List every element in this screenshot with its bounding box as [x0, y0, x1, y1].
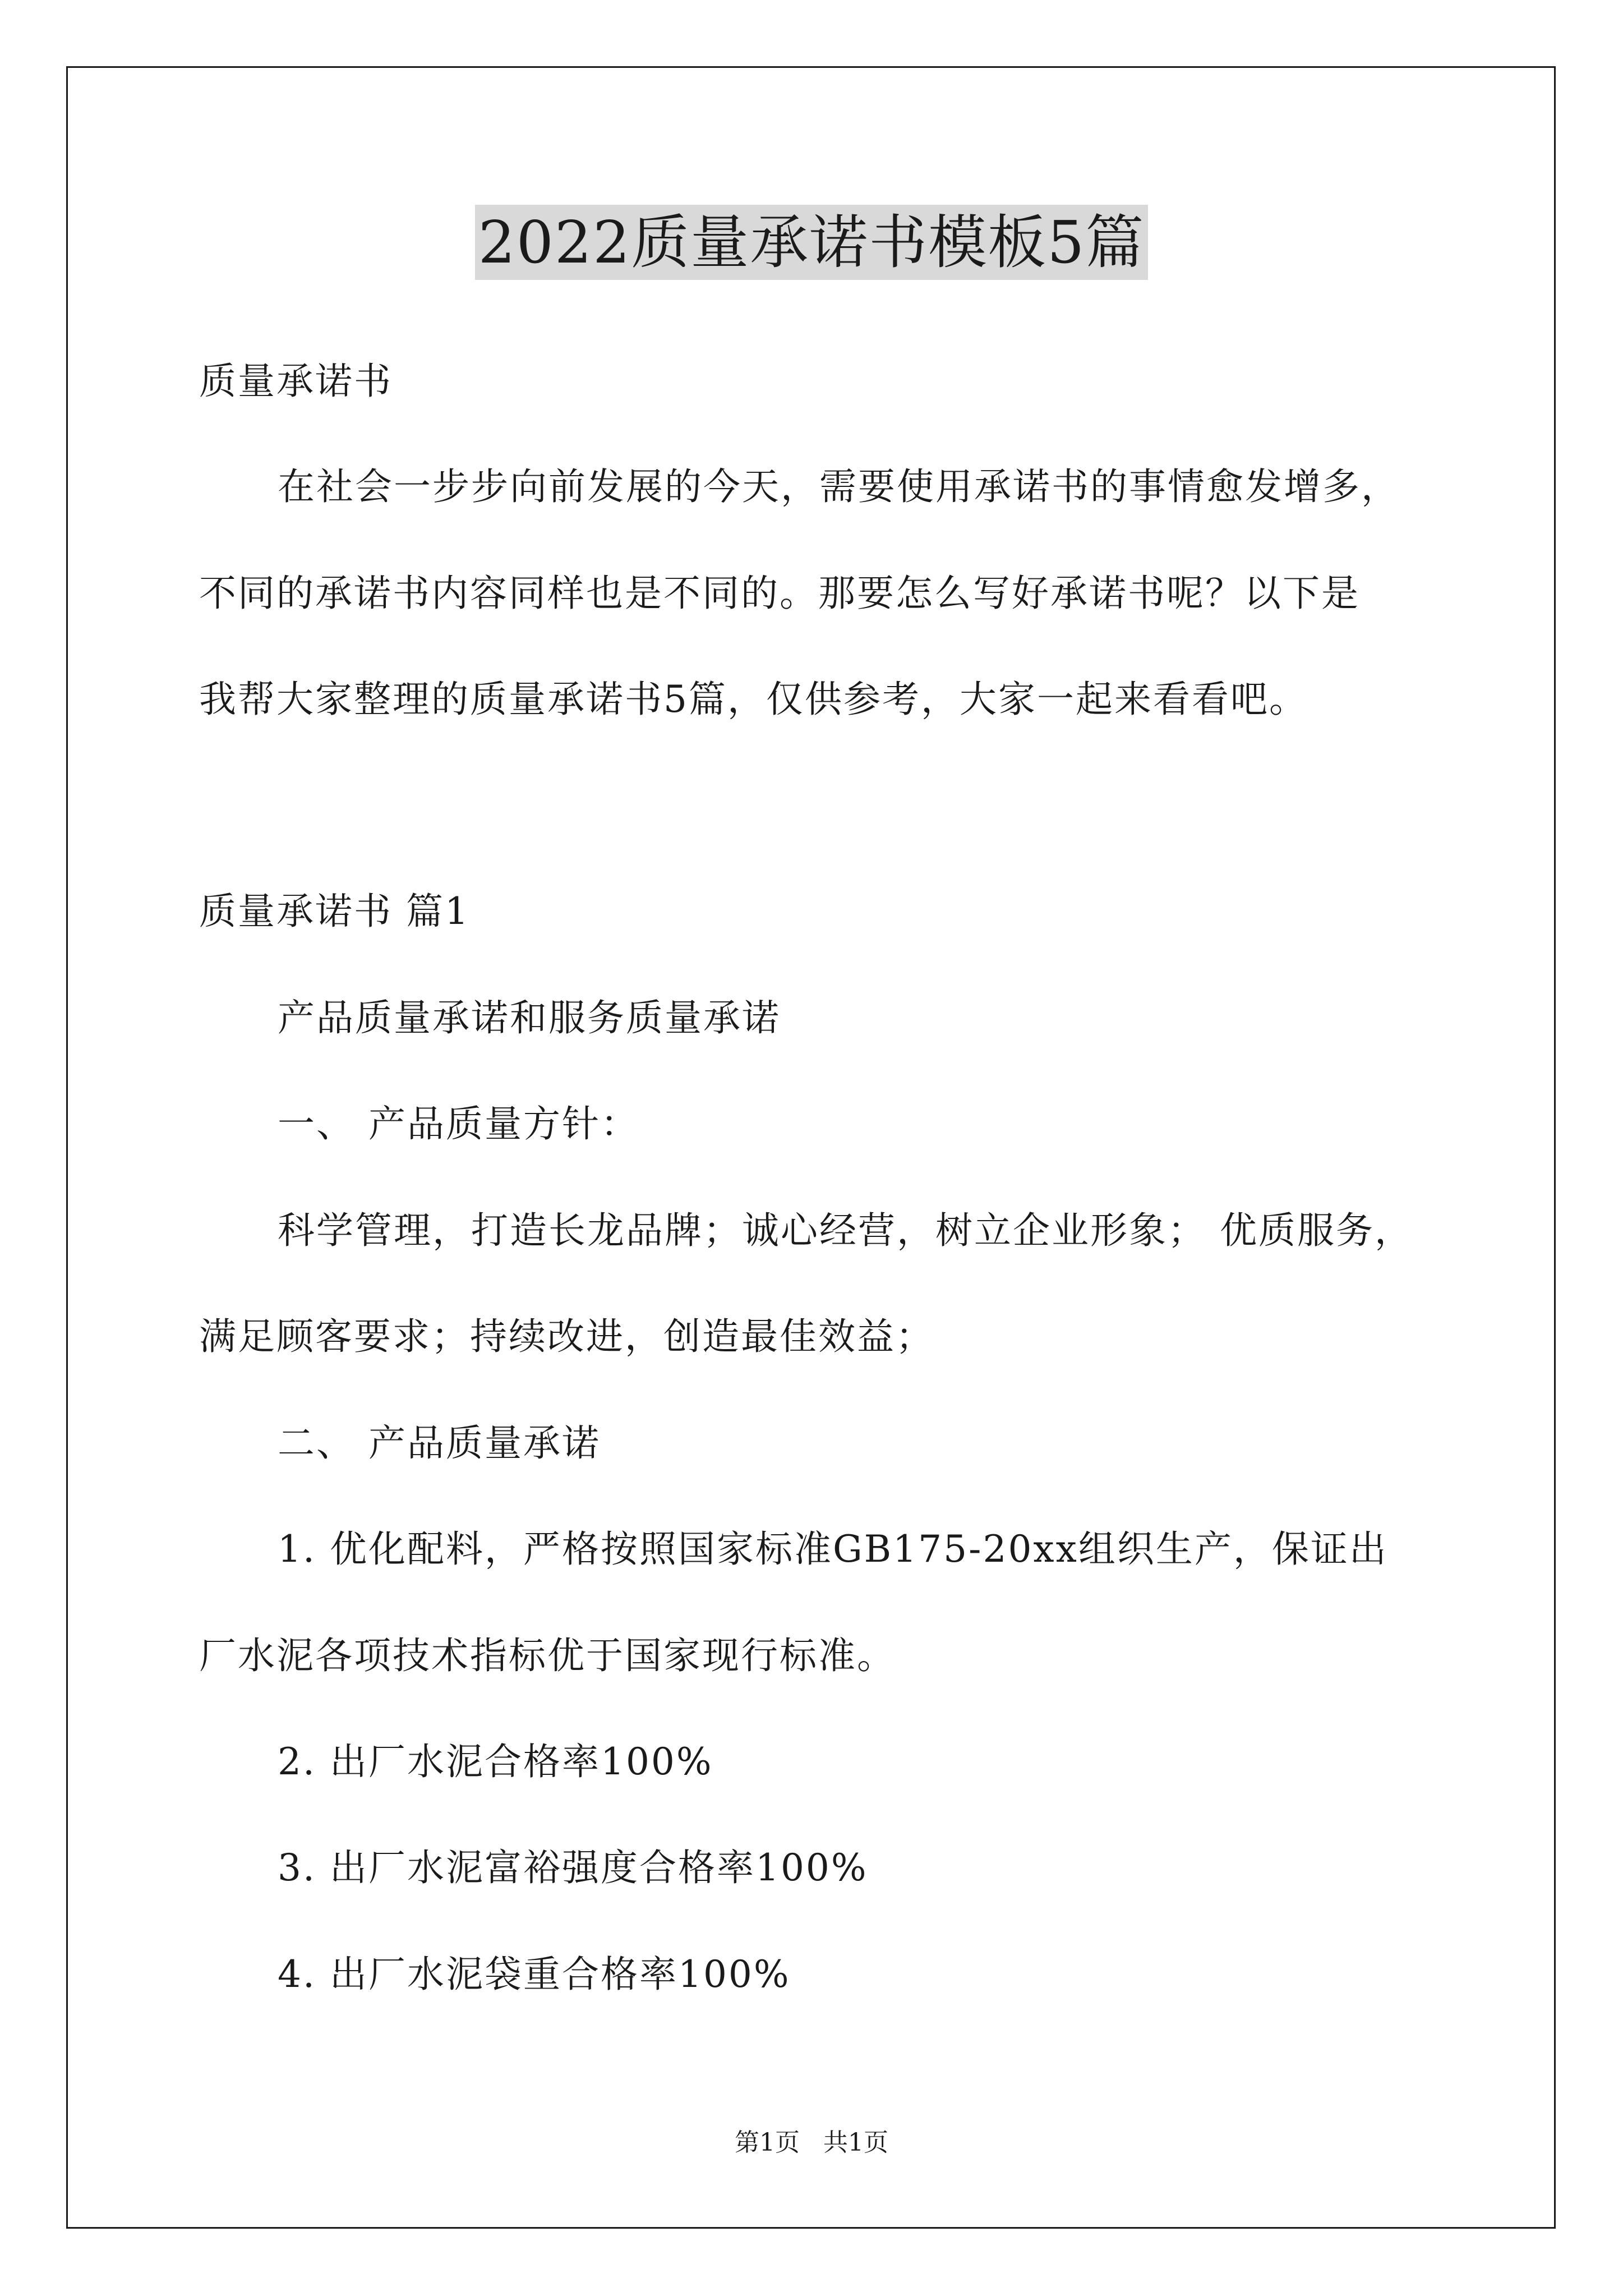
page-number-total: 共1页 — [823, 2128, 888, 2157]
body-line-9: 3. 出厂水泥富裕强度合格率100% — [278, 1846, 868, 1889]
page-number-current: 第1页 — [735, 2128, 800, 2157]
body-line-1: 产品质量承诺和服务质量承诺 — [278, 996, 781, 1039]
intro-line-2: 不同的承诺书内容同样也是不同的。那要怎么写好承诺书呢？以下是 — [199, 572, 1360, 615]
intro-heading: 质量承诺书 — [199, 360, 393, 403]
title-container — [0, 205, 1623, 280]
body-line-8: 2. 出厂水泥合格率100% — [278, 1740, 713, 1783]
body-line-7: 厂水泥各项技术指标优于国家现行标准。 — [199, 1634, 896, 1677]
document-title: 2022质量承诺书模板5篇 — [475, 205, 1149, 280]
body-line-3: 科学管理，打造长龙品牌；诚心经营，树立企业形象； 优质服务， — [278, 1209, 1413, 1252]
intro-line-3: 我帮大家整理的质量承诺书5篇，仅供参考，大家一起来看看吧。 — [199, 678, 1308, 721]
body-line-5: 二、 产品质量承诺 — [278, 1421, 601, 1465]
body-line-10: 4. 出厂水泥袋重合格率100% — [278, 1953, 791, 1996]
part1-heading: 质量承诺书 篇1 — [199, 890, 470, 933]
page-footer — [0, 2127, 1623, 2159]
body-line-6: 1. 优化配料，严格按照国家标准GB175-20xx组织生产，保证出 — [278, 1527, 1388, 1571]
body-line-4: 满足顾客要求；持续改进，创造最佳效益； — [199, 1315, 934, 1358]
body-line-2: 一、 产品质量方针： — [278, 1102, 639, 1145]
intro-line-1: 在社会一步步向前发展的今天，需要使用承诺书的事情愈发增多， — [278, 465, 1400, 508]
